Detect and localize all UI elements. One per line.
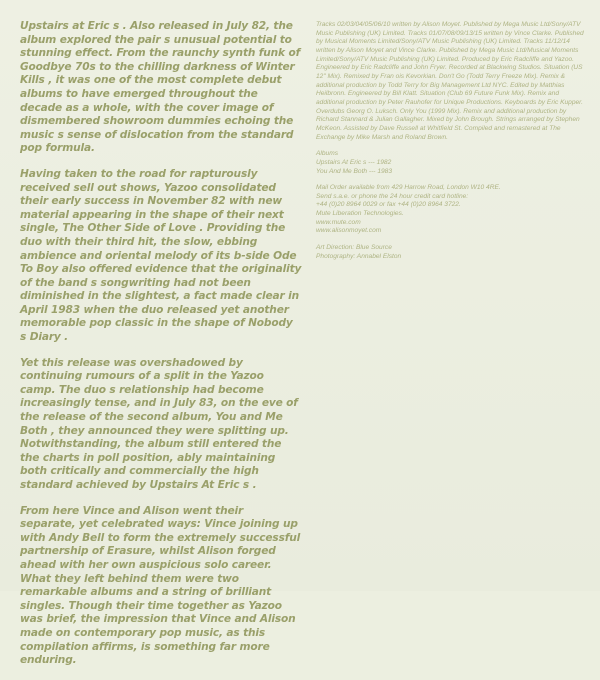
liner-notes-paragraph-4: From here Vince and Alison went their separate, yet celebrated ways: Vince joining up with Andy Bell to form the extremely successful partnership of Erasure, whilst Alison forged ahead with her own auspicious solo career. What they left behind them were two remarkable albums and a string of brilliant singles. Though their time together as Yazoo was brief, the impression that Vince and Alison made on contemporary pop music, as this compilation affirms, is something far more enduring. — [20, 504, 301, 667]
albums-heading: Albums — [316, 150, 338, 158]
album-item: You And Me Both --- 1983 — [316, 167, 392, 175]
mail-order-line: Send s.a.e. or phone the 24 hour credit card hotline: — [316, 192, 469, 200]
mail-order-section — [316, 184, 586, 236]
liner-notes-paragraph-1: Upstairs at Eric s . Also released in July 82, the album explored the pair s unusual potential to stunning effect. From the raunchy synth funk of Goodbye 70s to the chilling darkness of Winter Kills , it was one of the most complete debut albums to have emerged throughout the decade as a whole, with the cover image of dismembered showroom dummies echoing the music s sense of dislocation from the standard pop formula. — [20, 20, 301, 155]
mail-order-line: +44 (0)20 8964 0029 or fax +44 (0)20 8964 3722. — [316, 201, 461, 209]
photography-credit: Photography: Annabel Elston — [316, 252, 402, 260]
website-mute: www.mute.com — [316, 218, 361, 226]
art-credits-section — [316, 244, 586, 261]
liner-notes-paragraph-2: Having taken to the road for rapturously received sell out shows, Yazoo consolidated their early success in November 82 with new material appearing in the shape of their next single, The Other Side of Love . Providing the duo with their third hit, the slow, ebbing ambience and oriental melody of its b-side Ode To Boy also offered evidence that the originality of the band s songwriting had not been diminished in the slightest, a fact made clear in April 1983 when the duo released yet another memorable pop classic in the shape of Nobody s Diary . — [20, 167, 302, 344]
album-item: Upstairs At Eric s --- 1982 — [316, 158, 392, 166]
art-direction-credit: Art Direction: Blue Source — [316, 244, 392, 252]
credits-column — [316, 21, 586, 269]
mail-order-line: Mute Liberation Technologies. — [316, 210, 404, 218]
liner-notes-paragraph-3: Yet this release was overshadowed by continuing rumours of a split in the Yazoo camp. The duo s relationship had become increasingly tense, and in July 83, on the eve of the release of the second album, You and Me Both , they announced they were splitting up. Notwithstanding, the album still entered the the charts in poll position, ably maintaining both critically and commercially the high standard achieved by Upstairs At Eric s . — [20, 356, 298, 491]
website-alisonmoyet: www.alisonmoyet.com — [316, 227, 382, 235]
liner-notes-column — [20, 20, 302, 680]
production-credits: Tracks 02/03/04/05/06/10 written by Alison Moyet. Published by Mega Music Ltd/Sony/ATV Music Publishing (UK) Limited. Tracks 01/07/08/09/13/15 written by Vince Clarke. Published by Musical Moments Limited/Sony/ATV Music Publishing (UK) Limited. Tracks 11/12/14 written by Alison Moyet and Vince Clarke. Published by Mega Music Ltd/Musical Moments Limited/Sony/ATV Music Publishing (UK) Limited. Produced by Eric Radcliffe and Yazoo. Engineered by Eric Radcliffe and John Fryer. Recorded at Blackwing Studios. Situation (US 12" Mix). Remixed by Fran ois Kevorkian. Don't Go (Todd Terry Freeze Mix). Remix & additional production by Todd Terry for Big Management Ltd NYC. Edited by Matthias Heilbronn. Engineered by Bill Klatt. Situation (Club 69 Future Funk Mix). Remix and additional production by Peter Rauhofer for Unique Productions. Keyboards by Eric Kupper. Overdubs Georg O. Luksch. Only You (1999 Mix). Remix and additional production by Richard Stannard & Julian Gallagher. Mixed by John Brough. Strings arranged by Stephen McKeon. Assisted by Dave Russell at Whitfield St. Compiled and remastered at The Exchange by Mike Marsh and Roland Brown. — [316, 21, 584, 141]
albums-section — [316, 150, 586, 176]
mail-order-line: Mail Order available from 429 Harrow Road, London W10 4RE. — [316, 184, 501, 192]
